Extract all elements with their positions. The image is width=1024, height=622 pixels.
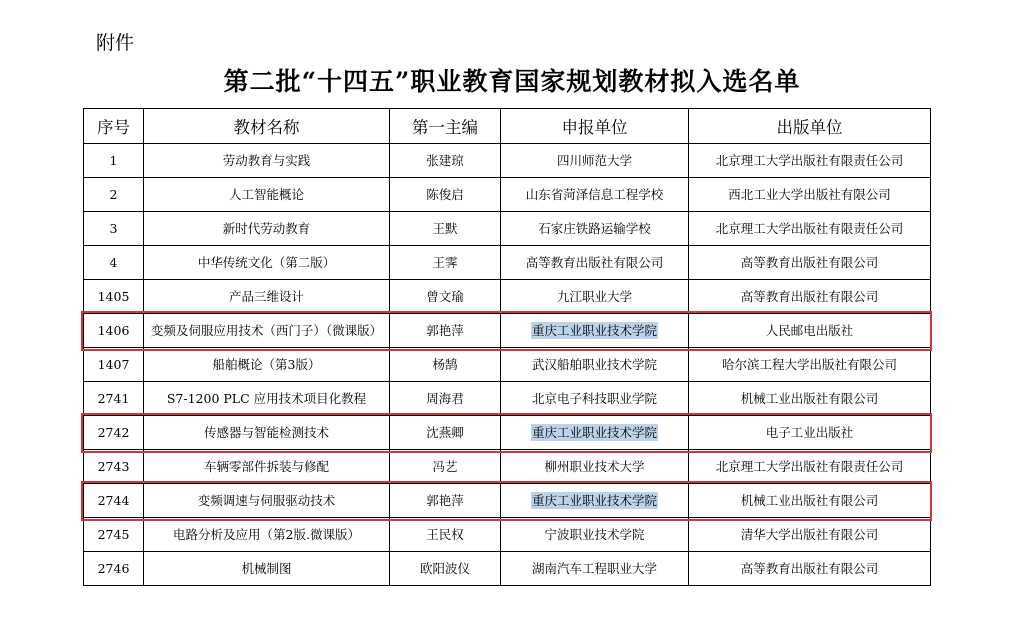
- cell-textbook-name: 传感器与智能检测技术: [144, 416, 390, 450]
- cell-chief-editor: 王默: [390, 212, 501, 246]
- cell-serial-number: 3: [84, 212, 144, 246]
- highlighted-unit-text: 重庆工业职业技术学院: [531, 492, 657, 508]
- table-row: [84, 178, 931, 212]
- header-publisher: 出版单位: [689, 109, 931, 144]
- cell-publisher: 哈尔滨工程大学出版社有限公司: [689, 348, 931, 382]
- cell-textbook-name: 车辆零部件拆装与修配: [144, 450, 390, 484]
- cell-textbook-name: 新时代劳动教育: [144, 212, 390, 246]
- cell-textbook-name: 变频调速与伺服驱动技术: [144, 484, 390, 518]
- cell-chief-editor: 王霁: [390, 246, 501, 280]
- cell-publisher: 人民邮电出版社: [689, 314, 931, 348]
- cell-textbook-name: 变频及伺服应用技术（西门子）（微课版）: [144, 314, 390, 348]
- cell-serial-number: 4: [84, 246, 144, 280]
- cell-serial-number: 2742: [84, 416, 144, 450]
- cell-applicant-unit: [501, 484, 689, 518]
- table-row: [84, 484, 931, 518]
- cell-chief-editor: 郭艳萍: [390, 314, 501, 348]
- cell-textbook-name: S7-1200 PLC 应用技术项目化教程: [144, 382, 390, 416]
- cell-publisher: 机械工业出版社有限公司: [689, 382, 931, 416]
- table-row: [84, 280, 931, 314]
- cell-publisher: 北京理工大学出版社有限责任公司: [689, 450, 931, 484]
- header-applicant-unit: 申报单位: [501, 109, 689, 144]
- cell-publisher: 机械工业出版社有限公司: [689, 484, 931, 518]
- cell-serial-number: 1406: [84, 314, 144, 348]
- cell-applicant-unit: 九江职业大学: [501, 280, 689, 314]
- document-title: 第二批“十四五”职业教育国家规划教材拟入选名单: [223, 67, 801, 96]
- cell-serial-number: 2745: [84, 518, 144, 552]
- cell-textbook-name: 产品三维设计: [144, 280, 390, 314]
- cell-chief-editor: 冯艺: [390, 450, 501, 484]
- cell-textbook-name: 中华传统文化（第二版）: [144, 246, 390, 280]
- cell-serial-number: 1407: [84, 348, 144, 382]
- cell-publisher: 清华大学出版社有限公司: [689, 518, 931, 552]
- cell-publisher: 高等教育出版社有限公司: [689, 552, 931, 586]
- cell-serial-number: 1: [84, 144, 144, 178]
- cell-chief-editor: 王民权: [390, 518, 501, 552]
- header-serial-number: 序号: [84, 109, 144, 144]
- cell-chief-editor: 郭艳萍: [390, 484, 501, 518]
- cell-applicant-unit: 高等教育出版社有限公司: [501, 246, 689, 280]
- cell-chief-editor: 欧阳波仪: [390, 552, 501, 586]
- cell-chief-editor: 陈俊启: [390, 178, 501, 212]
- attachment-label: 附件: [96, 32, 135, 54]
- cell-publisher: 高等教育出版社有限公司: [689, 280, 931, 314]
- cell-applicant-unit: [501, 314, 689, 348]
- cell-publisher: 电子工业出版社: [689, 416, 931, 450]
- header-chief-editor: 第一主编: [390, 109, 501, 144]
- table-row: [84, 552, 931, 586]
- cell-chief-editor: 周海君: [390, 382, 501, 416]
- cell-textbook-name: 人工智能概论: [144, 178, 390, 212]
- cell-applicant-unit: 宁波职业技术学院: [501, 518, 689, 552]
- cell-chief-editor: 张建琼: [390, 144, 501, 178]
- table-row: [84, 450, 931, 484]
- cell-applicant-unit: 武汉船舶职业技术学院: [501, 348, 689, 382]
- highlighted-unit-text: 重庆工业职业技术学院: [531, 322, 657, 338]
- cell-publisher: 北京理工大学出版社有限责任公司: [689, 212, 931, 246]
- cell-chief-editor: 沈燕卿: [390, 416, 501, 450]
- table-row: [84, 314, 931, 348]
- cell-textbook-name: 船舶概论（第3版）: [144, 348, 390, 382]
- table-row: [84, 382, 931, 416]
- table-row: [84, 416, 931, 450]
- table-header-row: [84, 109, 931, 144]
- cell-textbook-name: 机械制图: [144, 552, 390, 586]
- cell-textbook-name: 电路分析及应用（第2版.微课版）: [144, 518, 390, 552]
- table-row: [84, 212, 931, 246]
- cell-chief-editor: 曾文瑜: [390, 280, 501, 314]
- cell-publisher: 西北工业大学出版社有限公司: [689, 178, 931, 212]
- cell-serial-number: 2744: [84, 484, 144, 518]
- cell-applicant-unit: 四川师范大学: [501, 144, 689, 178]
- cell-publisher: 高等教育出版社有限公司: [689, 246, 931, 280]
- textbook-list-table: [83, 108, 931, 586]
- cell-serial-number: 2741: [84, 382, 144, 416]
- cell-serial-number: 1405: [84, 280, 144, 314]
- cell-applicant-unit: 北京电子科技职业学院: [501, 382, 689, 416]
- cell-applicant-unit: 石家庄铁路运输学校: [501, 212, 689, 246]
- cell-applicant-unit: 山东省菏泽信息工程学校: [501, 178, 689, 212]
- highlighted-unit-text: 重庆工业职业技术学院: [531, 424, 657, 440]
- table-row: [84, 144, 931, 178]
- cell-applicant-unit: [501, 416, 689, 450]
- cell-chief-editor: 杨鹄: [390, 348, 501, 382]
- cell-textbook-name: 劳动教育与实践: [144, 144, 390, 178]
- cell-serial-number: 2: [84, 178, 144, 212]
- cell-applicant-unit: 湖南汽车工程职业大学: [501, 552, 689, 586]
- table-row: [84, 348, 931, 382]
- cell-serial-number: 2743: [84, 450, 144, 484]
- table-row: [84, 246, 931, 280]
- cell-serial-number: 2746: [84, 552, 144, 586]
- table-row: [84, 518, 931, 552]
- cell-applicant-unit: 柳州职业技术大学: [501, 450, 689, 484]
- cell-publisher: 北京理工大学出版社有限责任公司: [689, 144, 931, 178]
- header-textbook-name: 教材名称: [144, 109, 390, 144]
